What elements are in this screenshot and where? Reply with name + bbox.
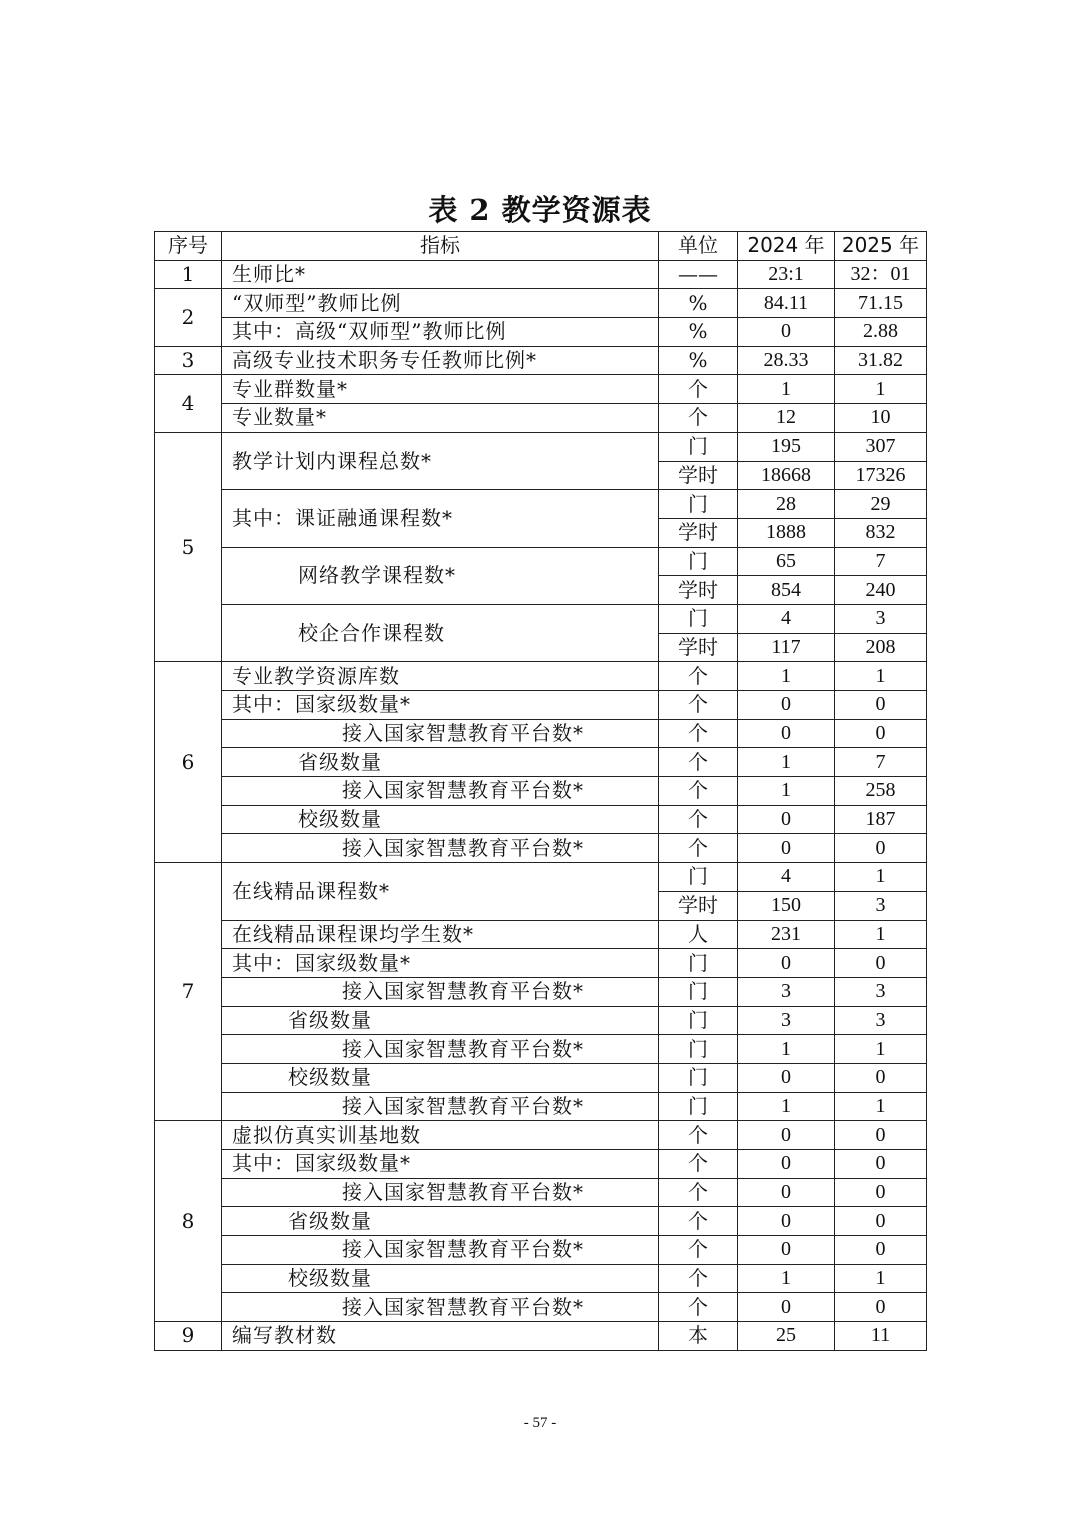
table-row (155, 1121, 927, 1150)
table-row (155, 920, 927, 949)
unit-cell: 门 (659, 1092, 738, 1121)
indicator-cell: 其中：国家级数量* (222, 1150, 659, 1179)
unit-cell: 个 (659, 1121, 738, 1150)
indicator-cell: 教学计划内课程总数* (222, 432, 659, 489)
value-2024-cell: 0 (738, 1178, 835, 1207)
table-row (155, 834, 927, 863)
indicator-cell: 其中：课证融通课程数* (222, 490, 659, 547)
value-2024-cell: 28 (738, 490, 835, 519)
seq-cell: 8 (155, 1121, 222, 1322)
value-2025-cell: 208 (835, 633, 927, 662)
value-2024-cell: 12 (738, 404, 835, 433)
table-row (155, 404, 927, 433)
value-2024-cell: 0 (738, 1063, 835, 1092)
value-2024-cell: 195 (738, 432, 835, 461)
header-row (155, 232, 927, 261)
table-row (155, 604, 927, 633)
seq-cell: 1 (155, 260, 222, 289)
value-2024-cell: 854 (738, 576, 835, 605)
value-2024-cell: 0 (738, 318, 835, 347)
indicator-cell: 接入国家智慧教育平台数* (222, 1035, 659, 1064)
indicator-cell: 生师比* (222, 260, 659, 289)
indicator-cell: 接入国家智慧教育平台数* (222, 1236, 659, 1265)
value-2025-cell: 0 (835, 691, 927, 720)
unit-cell: 门 (659, 1035, 738, 1064)
unit-cell: 门 (659, 604, 738, 633)
indicator-cell: 其中：国家级数量* (222, 691, 659, 720)
value-2025-cell: 3 (835, 891, 927, 920)
header-2025: 2025 年 (835, 232, 927, 261)
table-row (155, 1092, 927, 1121)
value-2025-cell: 0 (835, 1063, 927, 1092)
unit-cell: 门 (659, 977, 738, 1006)
table-title: 表 2 教学资源表 (428, 193, 652, 227)
table-row (155, 490, 927, 519)
indicator-cell: 网络教学课程数* (222, 547, 659, 604)
value-2025-cell: 0 (835, 949, 927, 978)
seq-cell: 5 (155, 432, 222, 662)
value-2025-cell: 31.82 (835, 346, 927, 375)
indicator-cell: 虚拟仿真实训基地数 (222, 1121, 659, 1150)
unit-cell: 学时 (659, 633, 738, 662)
value-2024-cell: 28.33 (738, 346, 835, 375)
value-2025-cell: 1 (835, 920, 927, 949)
indicator-cell: 接入国家智慧教育平台数* (222, 719, 659, 748)
unit-cell: —— (659, 260, 738, 289)
indicator-cell: 编写教材数 (222, 1322, 659, 1351)
value-2024-cell: 1888 (738, 518, 835, 547)
value-2024-cell: 0 (738, 719, 835, 748)
value-2024-cell: 1 (738, 1264, 835, 1293)
value-2025-cell: 1 (835, 662, 927, 691)
indicator-cell: 专业群数量* (222, 375, 659, 404)
unit-cell: 个 (659, 1178, 738, 1207)
unit-cell: 个 (659, 777, 738, 806)
indicator-cell: 省级数量 (222, 1207, 659, 1236)
value-2025-cell: 0 (835, 834, 927, 863)
value-2024-cell: 150 (738, 891, 835, 920)
header-2024: 2024 年 (738, 232, 835, 261)
table-row (155, 1035, 927, 1064)
seq-cell: 3 (155, 346, 222, 375)
table-row (155, 289, 927, 318)
teaching-resources-table (154, 231, 927, 1351)
value-2025-cell: 7 (835, 547, 927, 576)
value-2025-cell: 1 (835, 1264, 927, 1293)
indicator-cell: 其中：高级“双师型”教师比例 (222, 318, 659, 347)
indicator-cell: 在线精品课程数* (222, 863, 659, 920)
table-row (155, 1063, 927, 1092)
table-row (155, 1322, 927, 1351)
value-2025-cell: 187 (835, 805, 927, 834)
unit-cell: 个 (659, 1207, 738, 1236)
value-2025-cell: 1 (835, 1035, 927, 1064)
unit-cell: 个 (659, 1150, 738, 1179)
indicator-cell: 接入国家智慧教育平台数* (222, 1092, 659, 1121)
value-2024-cell: 117 (738, 633, 835, 662)
value-2024-cell: 0 (738, 691, 835, 720)
value-2024-cell: 0 (738, 949, 835, 978)
value-2024-cell: 1 (738, 1092, 835, 1121)
value-2024-cell: 65 (738, 547, 835, 576)
table-row (155, 777, 927, 806)
indicator-cell: 专业数量* (222, 404, 659, 433)
table-row (155, 949, 927, 978)
value-2025-cell: 11 (835, 1322, 927, 1351)
indicator-cell: 校级数量 (222, 1264, 659, 1293)
unit-cell: 门 (659, 1063, 738, 1092)
indicator-cell: 省级数量 (222, 1006, 659, 1035)
table-row (155, 719, 927, 748)
value-2025-cell: 258 (835, 777, 927, 806)
table-row (155, 1178, 927, 1207)
value-2024-cell: 0 (738, 805, 835, 834)
value-2025-cell: 32：01 (835, 260, 927, 289)
value-2024-cell: 1 (738, 662, 835, 691)
table-row (155, 346, 927, 375)
unit-cell: 个 (659, 1264, 738, 1293)
value-2025-cell: 71.15 (835, 289, 927, 318)
indicator-cell: 省级数量 (222, 748, 659, 777)
value-2024-cell: 0 (738, 834, 835, 863)
value-2024-cell: 1 (738, 748, 835, 777)
table-row (155, 1150, 927, 1179)
value-2024-cell: 1 (738, 1035, 835, 1064)
table-row (155, 1006, 927, 1035)
header-indicator: 指标 (222, 232, 659, 261)
indicator-cell: 校级数量 (222, 1063, 659, 1092)
value-2024-cell: 1 (738, 777, 835, 806)
value-2025-cell: 3 (835, 977, 927, 1006)
unit-cell: 个 (659, 748, 738, 777)
value-2024-cell: 0 (738, 1150, 835, 1179)
unit-cell: 门 (659, 432, 738, 461)
unit-cell: 个 (659, 805, 738, 834)
value-2024-cell: 4 (738, 604, 835, 633)
unit-cell: 个 (659, 719, 738, 748)
table-row (155, 432, 927, 461)
value-2025-cell: 29 (835, 490, 927, 519)
indicator-cell: 校企合作课程数 (222, 604, 659, 661)
value-2024-cell: 231 (738, 920, 835, 949)
table-row (155, 1236, 927, 1265)
table-row (155, 1264, 927, 1293)
value-2025-cell: 240 (835, 576, 927, 605)
indicator-cell: 接入国家智慧教育平台数* (222, 777, 659, 806)
value-2024-cell: 0 (738, 1121, 835, 1150)
value-2025-cell: 0 (835, 1293, 927, 1322)
header-unit: 单位 (659, 232, 738, 261)
indicator-cell: 接入国家智慧教育平台数* (222, 1293, 659, 1322)
unit-cell: % (659, 289, 738, 318)
value-2024-cell: 0 (738, 1293, 835, 1322)
unit-cell: 个 (659, 662, 738, 691)
value-2024-cell: 18668 (738, 461, 835, 490)
table-row (155, 662, 927, 691)
value-2024-cell: 0 (738, 1207, 835, 1236)
indicator-cell: 接入国家智慧教育平台数* (222, 834, 659, 863)
table-row (155, 1207, 927, 1236)
table-row (155, 977, 927, 1006)
seq-cell: 9 (155, 1322, 222, 1351)
seq-cell: 7 (155, 863, 222, 1121)
unit-cell: 门 (659, 1006, 738, 1035)
seq-cell: 6 (155, 662, 222, 863)
table-row (155, 748, 927, 777)
unit-cell: 学时 (659, 891, 738, 920)
unit-cell: 个 (659, 1236, 738, 1265)
table-row (155, 260, 927, 289)
value-2025-cell: 1 (835, 1092, 927, 1121)
unit-cell: 人 (659, 920, 738, 949)
page-number: - 57 - (523, 1415, 557, 1431)
indicator-cell: 专业教学资源库数 (222, 662, 659, 691)
value-2025-cell: 0 (835, 1236, 927, 1265)
value-2025-cell: 832 (835, 518, 927, 547)
indicator-cell: 接入国家智慧教育平台数* (222, 977, 659, 1006)
unit-cell: 门 (659, 490, 738, 519)
value-2024-cell: 25 (738, 1322, 835, 1351)
unit-cell: % (659, 346, 738, 375)
value-2025-cell: 7 (835, 748, 927, 777)
table-row (155, 805, 927, 834)
value-2025-cell: 1 (835, 375, 927, 404)
value-2025-cell: 0 (835, 1207, 927, 1236)
value-2025-cell: 10 (835, 404, 927, 433)
value-2025-cell: 17326 (835, 461, 927, 490)
indicator-cell: 校级数量 (222, 805, 659, 834)
value-2024-cell: 3 (738, 1006, 835, 1035)
value-2025-cell: 307 (835, 432, 927, 461)
value-2025-cell: 1 (835, 863, 927, 892)
value-2025-cell: 0 (835, 719, 927, 748)
indicator-cell: 其中：国家级数量* (222, 949, 659, 978)
value-2024-cell: 23:1 (738, 260, 835, 289)
table-row (155, 1293, 927, 1322)
value-2024-cell: 4 (738, 863, 835, 892)
unit-cell: 本 (659, 1322, 738, 1351)
seq-cell: 2 (155, 289, 222, 346)
unit-cell: 个 (659, 404, 738, 433)
table-row (155, 863, 927, 892)
table-row (155, 691, 927, 720)
indicator-cell: 高级专业技术职务专任教师比例* (222, 346, 659, 375)
unit-cell: 门 (659, 547, 738, 576)
unit-cell: 门 (659, 863, 738, 892)
unit-cell: % (659, 318, 738, 347)
unit-cell: 个 (659, 1293, 738, 1322)
table-row (155, 318, 927, 347)
value-2025-cell: 0 (835, 1178, 927, 1207)
indicator-cell: 在线精品课程课均学生数* (222, 920, 659, 949)
indicator-cell: 接入国家智慧教育平台数* (222, 1178, 659, 1207)
table-row (155, 547, 927, 576)
value-2024-cell: 0 (738, 1236, 835, 1265)
unit-cell: 学时 (659, 518, 738, 547)
unit-cell: 学时 (659, 461, 738, 490)
unit-cell: 个 (659, 375, 738, 404)
value-2025-cell: 0 (835, 1150, 927, 1179)
table-row (155, 375, 927, 404)
unit-cell: 个 (659, 834, 738, 863)
unit-cell: 个 (659, 691, 738, 720)
value-2024-cell: 3 (738, 977, 835, 1006)
value-2025-cell: 2.88 (835, 318, 927, 347)
value-2025-cell: 3 (835, 604, 927, 633)
header-seq: 序号 (155, 232, 222, 261)
indicator-cell: “双师型”教师比例 (222, 289, 659, 318)
value-2024-cell: 1 (738, 375, 835, 404)
value-2025-cell: 3 (835, 1006, 927, 1035)
unit-cell: 学时 (659, 576, 738, 605)
seq-cell: 4 (155, 375, 222, 432)
value-2024-cell: 84.11 (738, 289, 835, 318)
unit-cell: 门 (659, 949, 738, 978)
value-2025-cell: 0 (835, 1121, 927, 1150)
